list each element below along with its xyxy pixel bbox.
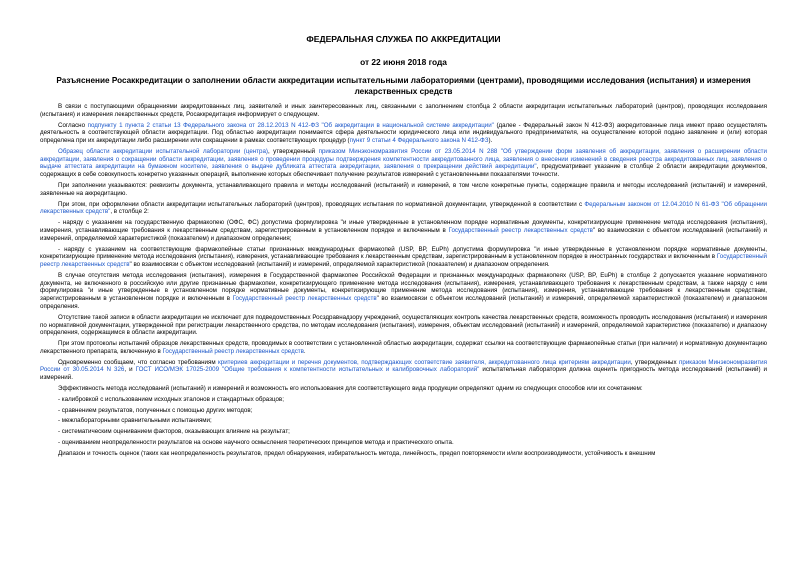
paragraph-range-accuracy: Диапазон и точность оценок (таких как неопределенность результатов, предел обнаружения, избирательность метода, линейность, предел повторяемости и/или воспроизводимости, устойчивость к внешним [58,449,656,457]
paragraph-protocols [40,340,767,356]
paragraph-filling: При заполнении указываются: реквизиты документа, устанавливающего правила и методы исследований (испытаний) и измерений, в том числе конкретные пункты, содержащие правила и методы исследований (испытаний) и измерений, заявленные на аккредитацию. [40,182,767,197]
text: В случае отсутствия метода исследования (испытания), измерения в Государственной фармакопее Российской Федерации и признанных международных фармакопеях (USP, BP, EuPh) в столбце 2 допускается указание нормативного документа, не включенного в российскую или другие признанные фармакопеи, конкретизирующего применение метода исследования (испытания), измерения, устанавливающего требования к лекарственным средствам, а также наряду с ним формулировка "и иные утвержденные в установленном порядке нормативные документы, конкретизирующие применение метода исследования (испытания), измерения, устанавливающие требования к лекарственным средствам, зарегистрированным в установленном порядке и включенным в [40,271,767,303]
text: ). [488,137,493,145]
text: " во взаимосвязи с объектом исследований (испытаний) и измерений, определяемой характеристикой (показателем) и диапазоном определения. [40,295,767,310]
paragraph-accreditation-sample [40,148,767,179]
text: (далее - Федеральный закон N 412-ФЗ) аккредитованные лица имеют право осуществлять деятельность в соответствующей области аккредитации. Под областью аккредитации понимается сфера деятельности юридического лица или индивидуального предпринимателя, на осуществление которой подано заявление и (или) которая определена при их аккредитации либо расширении или сокращении в рамках соответствующих процедур ( [40,121,767,145]
link-drug-register[interactable]: Государственный реестр лекарственных средств [162,347,304,355]
link-drug-register[interactable]: Государственный реестр лекарственных средств [232,295,377,303]
text: . [303,347,306,355]
paragraph-law-reference [40,122,767,145]
list-item: - калибровкой с использованием исходных эталонов и стандартных образцов; [58,395,284,403]
link-law-412-article-4[interactable]: пункт 9 статьи 4 Федерального закона N 412-ФЗ [349,137,489,145]
list-item: - сравнением результатов, полученных с помощью других методов; [58,406,253,414]
paragraph-state-pharmacopoeia [40,219,767,242]
paragraph-criteria [40,359,767,382]
paragraph-roszdravnadzor: Отсутствие такой записи в области аккредитации не исключает для подведомственных Росздравнадзору учреждений, осуществляющих контроль качества лекарственных средств, возможность проводить исследования (испытания) и измерения по нормативной документации, утвержденной при регистрации лекарственного средства, по методам исследования (испытания), измерения, объектам исследований (испытаний) и измерений, определяемой характеристике (показателю) и диапазону определения, содержащимся в области аккредитации. [40,313,767,337]
text: - наряду с указанием на соответствующие фармакопейные статьи признанных международных фармакопей (USP, BP, EuPh) допустима формулировка "и иные утвержденные в установленном порядке нормативные документы, конкретизирующие применение метода исследования (испытания), измерения, устанавливающие требования к лекарственным средствам, зарегистрированным в установленном порядке в иностранных государствах и включенным в [40,245,767,261]
text: , утвержденных [630,358,680,366]
text: , и [124,366,136,374]
text: При этом, при оформлении области аккредитации испытательных лабораторий (центров), проводящих испытания по нормативной документации, утвержденной в соответствии с [58,200,585,208]
paragraph-column-2 [40,201,767,217]
link-order-288[interactable]: приказом Минэкономразвития России от 23.05.2014 N 288 "Об утверждении форм заявления об аккредитации, заявления о расширении области аккредитации, заявления о сокращении области аккредитации, заявления о проведении процедуры подтверждения компетентности аккредитованного лица, заявления о внесении изменений в сведения реестра аккредитованных лиц, заявления о выдаче аттестата аккредитации на бумажном носителе, заявления о выдаче дубликата аттестата аккредитации, заявления о прекращении действий аккредитации" [40,147,767,171]
link-law-412-article-13[interactable]: подпункту 1 пункта 2 статьи 13 Федерального закона от 28.12.2013 N 412-ФЗ "Об аккредитации в национальной системе аккредитации" [87,121,494,129]
paragraph-international-pharmacopoeia [40,246,767,269]
paragraph-intro: В связи с поступающими обращениями аккредитованных лиц, заявителей и иных заинтересованных лиц, связанными с заполнением столбца 2 области аккредитации испытательных лабораторий (центров), проводящих исследования (испытания) и измерения лекарственных средств, Росаккредитация информирует о следующем. [40,103,767,118]
link-drug-register[interactable]: Государственный реестр лекарственных средств [40,253,767,269]
text: " во взаимосвязи с объектом исследований (испытаний) и измерений, определяемой характеристикой (показателем) и диапазоном определения. [129,261,550,269]
text: " во взаимосвязи с объектом исследований (испытаний) и измерений, определяемой характеристикой (показателем) и диапазоном определения; [40,226,768,242]
link-drug-register[interactable]: Государственный реестр лекарственных средств [448,226,593,234]
document-body [40,103,767,460]
text: - наряду с указанием на государственную фармакопею (ОФС, ФС) допустима формулировка "и иные утвержденные в установленном порядке нормативные документы, конкретизирующие применение метода исследования (испытания), измерения, устанавливающие требования к лекарственным средствам, зарегистрированным в установленном порядке и включенным в [40,219,767,234]
document-title: Разъяснение Росаккредитации о заполнении области аккредитации испытательными лабораториями (центрами), проводящими исследования (испытания) и измерения лекарственных средств [56,76,751,96]
list-item: - систематическим оцениванием факторов, оказывающих влияние на результат; [58,428,290,436]
list-item: - межлабораторными сравнительными испытаниями; [58,417,212,425]
text: , в столбце 2: [110,208,149,216]
text: , предусматривает указание в столбце 2 области аккредитации документов, содержащих в себе совокупность конкретно указанных операций, выполнение которых обеспечивает получение результатов измерений с установленными показателями точности. [40,163,767,179]
paragraph-no-method [40,272,767,311]
text: Согласно [58,121,88,129]
text: Одновременно сообщаем, что согласно требованиям [58,358,219,366]
list-item: - оцениванием неопределенности результатов на основе научного осмысления теоретических принципов метода и практического опыта. [58,438,454,446]
text: , утвержденный [267,147,319,155]
text: испытательная лаборатория должна оценить пригодность метода исследований (испытаний) и измерений. [40,366,767,382]
org-heading: ФЕДЕРАЛЬНАЯ СЛУЖБА ПО АККРЕДИТАЦИИ [306,34,501,44]
link-accreditation-criteria[interactable]: критериев аккредитации и перечня документов, подтверждающих соответствие заявителя, аккредитованного лица критериям аккредитации [218,358,631,366]
link-gost-17025[interactable]: ГОСТ ИСО/МЭК 17025-2009 "Общие требования к компетентности испытательных и калибровочных лабораторий" [135,366,480,374]
text: При этом протоколы испытаний образцов лекарственных средств, проводимых в соответствии с установленной областью аккредитации, содержат ссылки на соответствующие фармакопейные статьи (при наличии) и нормативную документацию лекарственного препарата, включенную в [40,340,767,355]
date-heading: от 22 июня 2018 года [360,57,447,67]
link-law-61[interactable]: Федеральным законом от 12.04.2010 N 61-ФЗ "Об обращении лекарственных средств" [40,200,767,216]
paragraph-effectiveness: Эффективность метода исследований (испытаний) и измерений и возможность его использования для соответствующего вида продукции определяют одним из следующих способов или их сочетанием: [58,385,643,393]
link-order-326[interactable]: приказом Минэкономразвития России от 30.05.2014 N 326 [40,358,767,374]
link-accreditation-sample[interactable]: Образец области аккредитации испытательной лаборатории (центра) [58,147,268,155]
